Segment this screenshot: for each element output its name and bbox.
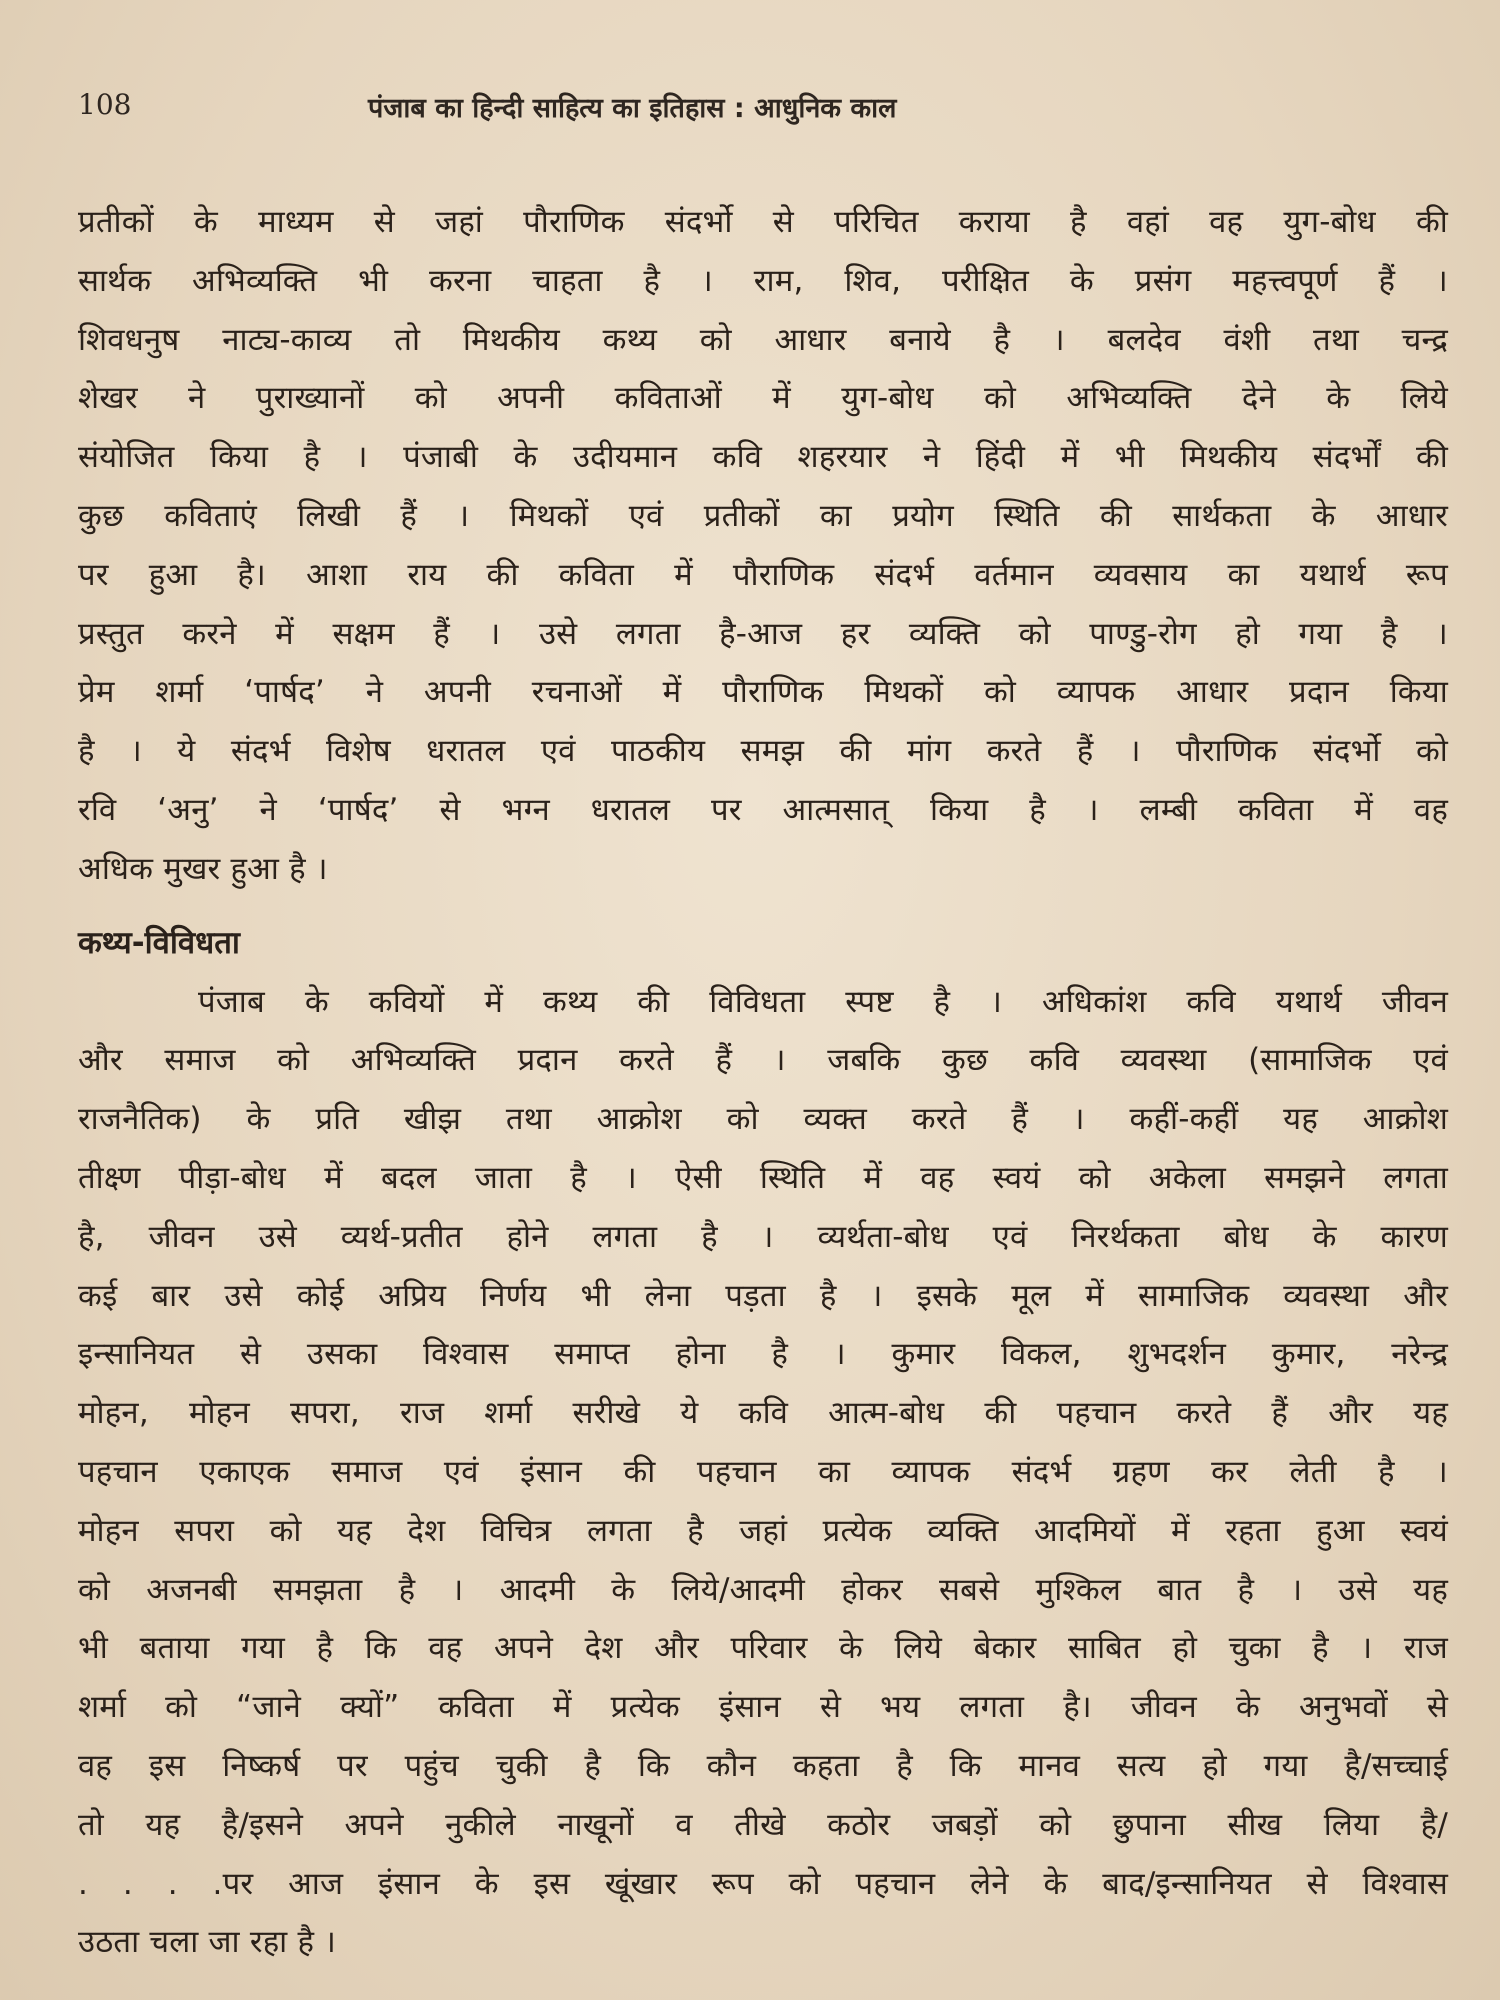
text-line: कई बार उसे कोई अप्रिय निर्णय भी लेना पड़ता है । इसके मूल में सामाजिक व्यवस्था और bbox=[78, 1277, 1448, 1314]
text-line: है । ये संदर्भ विशेष धरातल एवं पाठकीय समझ की मांग करते हैं । पौराणिक संदर्भो को bbox=[78, 733, 1448, 770]
text-line: शेखर ने पुराख्यानों को अपनी कविताओं में युग-बोध को अभिव्यक्ति देने के लिये bbox=[78, 380, 1448, 417]
running-head bbox=[78, 88, 1448, 128]
text-line: भी बताया गया है कि वह अपने देश और परिवार के लिये बेकार साबित हो चुका है । राज bbox=[78, 1630, 1448, 1667]
text-line: मोहन सपरा को यह देश विचित्र लगता है जहां प्रत्येक व्यक्ति आदमियों में रहता हुआ स्वयं bbox=[78, 1512, 1448, 1549]
text-line: कुछ कविताएं लिखी हैं । मिथकों एवं प्रतीकों का प्रयोग स्थिति की सार्थकता के आधार bbox=[78, 497, 1448, 534]
text-line: प्रस्तुत करने में सक्षम हैं । उसे लगता है-आज हर व्यक्ति को पाण्डु-रोग हो गया है । bbox=[78, 615, 1448, 652]
text-line: तीक्ष्ण पीड़ा-बोध में बदल जाता है । ऐसी स्थिति में वह स्वयं को अकेला समझने लगता bbox=[78, 1159, 1448, 1196]
text-line: राजनैतिक) के प्रति खीझ तथा आक्रोश को व्यक्त करते हैं । कहीं-कहीं यह आक्रोश bbox=[78, 1101, 1448, 1138]
text-line: पर हुआ है। आशा राय की कविता में पौराणिक संदर्भ वर्तमान व्यवसाय का यथार्थ रूप bbox=[78, 556, 1448, 593]
page-body bbox=[78, 193, 1448, 1972]
text-line: वह इस निष्कर्ष पर पहुंच चुकी है कि कौन कहता है कि मानव सत्य हो गया है/सच्चाई bbox=[78, 1747, 1448, 1784]
text-line: सार्थक अभिव्यक्ति भी करना चाहता है । राम, शिव, परीक्षित के प्रसंग महत्त्वपूर्ण हैं । bbox=[78, 262, 1448, 299]
text-line: शिवधनुष नाट्य-काव्य तो मिथकीय कथ्य को आधार बनाये है । बलदेव वंशी तथा चन्द्र bbox=[78, 321, 1448, 358]
text-line: उठता चला जा रहा है । bbox=[78, 1924, 337, 1961]
text-line: मोहन, मोहन सपरा, राज शर्मा सरीखे ये कवि आत्म-बोध की पहचान करते हैं और यह bbox=[78, 1395, 1448, 1432]
text-line: पंजाब के कवियों में कथ्य की विविधता स्पष्ट है । अधिकांश कवि यथार्थ जीवन bbox=[198, 983, 1448, 1020]
text-line: तो यह है/इसने अपने नुकीले नाखूनों व तीखे कठोर जबड़ों को छुपाना सीख लिया है/ bbox=[78, 1806, 1448, 1843]
paragraph-1 bbox=[78, 193, 1448, 899]
page-number: 108 bbox=[78, 88, 132, 121]
text-line: इन्सानियत से उसका विश्वास समाप्त होना है । कुमार विकल, शुभदर्शन कुमार, नरेन्द्र bbox=[78, 1336, 1448, 1373]
paragraph-2 bbox=[78, 973, 1448, 1973]
text-line: . . . .पर आज इंसान के इस खूंखार रूप को पहचान लेने के बाद/इन्सानियत से विश्वास bbox=[78, 1865, 1448, 1902]
running-head-title: पंजाब का हिन्दी साहित्य का इतिहास : आधुनिक काल bbox=[368, 93, 897, 124]
text-line: प्रेम शर्मा ‘पार्षद’ ने अपनी रचनाओं में पौराणिक मिथकों को व्यापक आधार प्रदान किया bbox=[78, 674, 1448, 711]
text-line: और समाज को अभिव्यक्ति प्रदान करते हैं । जबकि कुछ कवि व्यवस्था (सामाजिक एवं bbox=[78, 1042, 1448, 1079]
section-heading: कथ्य-विविधता bbox=[78, 924, 240, 961]
text-line: को अजनबी समझता है । आदमी के लिये/आदमी होकर सबसे मुश्किल बात है । उसे यह bbox=[78, 1571, 1448, 1608]
text-line: संयोजित किया है । पंजाबी के उदीयमान कवि शहरयार ने हिंदी में भी मिथकीय संदर्भों की bbox=[78, 439, 1448, 476]
text-line: अधिक मुखर हुआ है । bbox=[78, 850, 328, 887]
text-line: रवि ‘अनु’ ने ‘पार्षद’ से भग्न धरातल पर आत्मसात् किया है । लम्बी कविता में वह bbox=[78, 791, 1448, 828]
text-line: प्रतीकों के माध्यम से जहां पौराणिक संदर्भो से परिचित कराया है वहां वह युग-बोध की bbox=[78, 204, 1448, 240]
text-line: शर्मा को “जाने क्यों” कविता में प्रत्येक इंसान से भय लगता है। जीवन के अनुभवों से bbox=[78, 1689, 1448, 1726]
text-line: पहचान एकाएक समाज एवं इंसान की पहचान का व्यापक संदर्भ ग्रहण कर लेती है । bbox=[78, 1453, 1448, 1490]
text-line: है, जीवन उसे व्यर्थ-प्रतीत होने लगता है । व्यर्थता-बोध एवं निरर्थकता बोध के कारण bbox=[78, 1218, 1448, 1255]
